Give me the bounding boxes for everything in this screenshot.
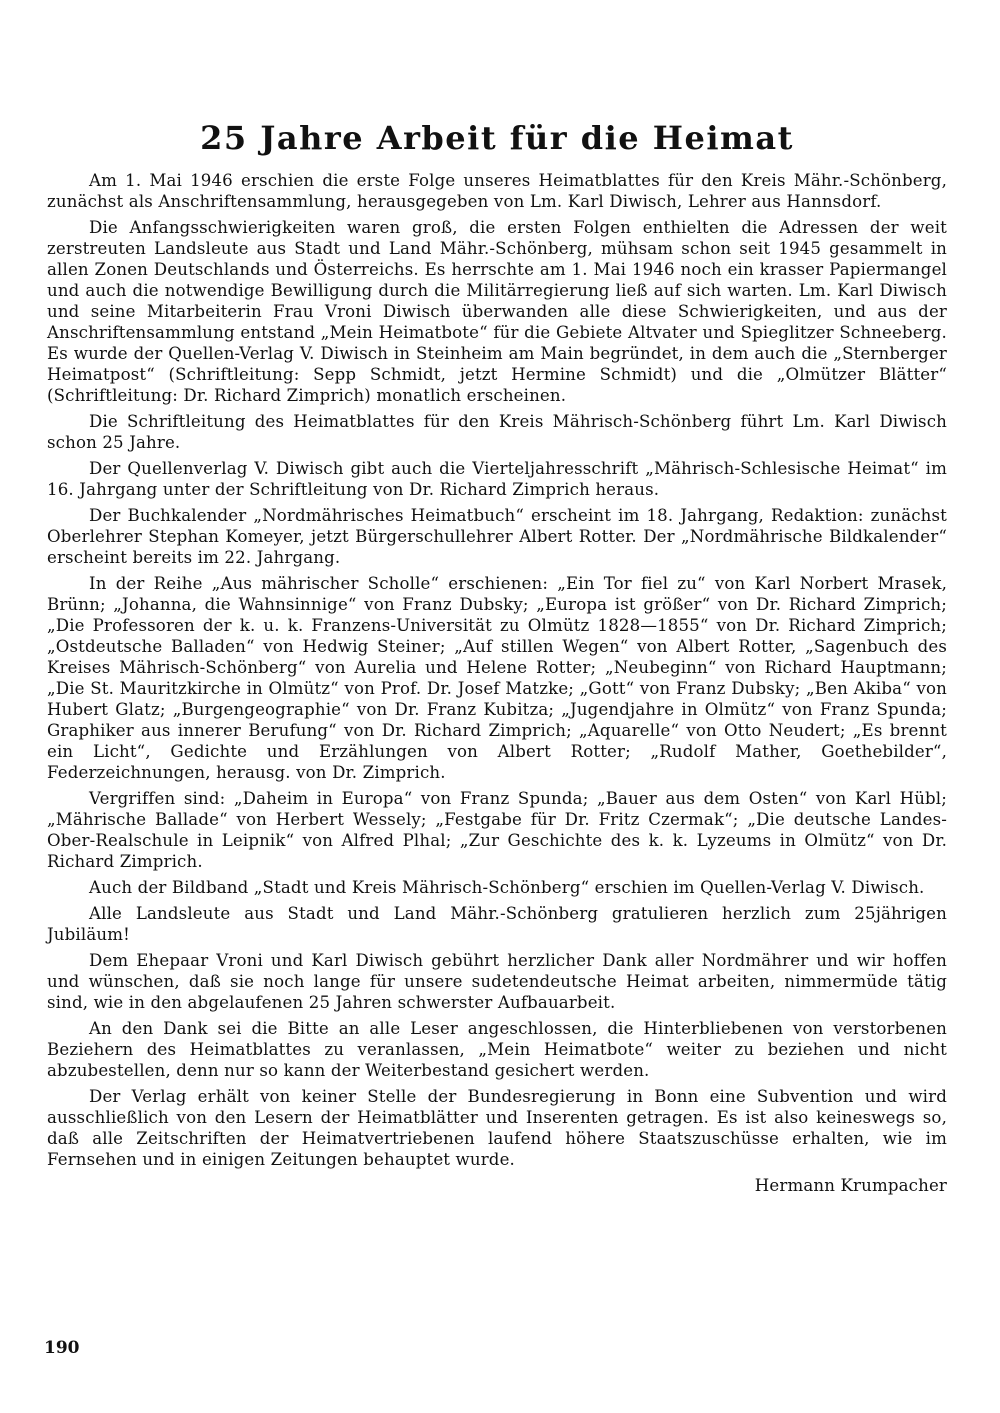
- paragraph-6: In der Reihe „Aus mährischer Scholle“ erschienen: „Ein Tor fiel zu“ von Karl Norbert Mrasek, Brünn; „Johanna, die Wahnsinnige“ von Franz Dubsky; „Europa ist größer“ von Dr. Richard Zimprich; „Die Professoren der k. u. k. Franzens-Universität zu Olmütz 1828—1855“ von Dr. Richard Zimprich; „Ostdeutsche Balladen“ von Hedwig Steiner; „Auf stillen Wegen“ von Albert Rotter, „Sagenbuch des Kreises Mährisch-Schönberg“ von Aurelia und Helene Rotter; „Neubeginn“ von Richard Hauptmann; „Die St. Mauritzkirche in Olmütz“ von Prof. Dr. Josef Matzke; „Gott“ von Franz Dubsky; „Ben Akiba“ von Hubert Glatz; „Burgengeographie“ von Dr. Franz Kubitza; „Jugendjahre in Olmütz“ von Franz Spunda; Graphiker aus innerer Berufung“ von Dr. Richard Zimprich; „Aquarelle“ von Otto Neudert; „Es brennt ein Licht“, Gedichte und Erzählungen von Albert Rotter; „Rudolf Mather, Goethebilder“, Federzeichnungen, herausg. von Dr. Zimprich.: [47, 574, 947, 782]
- paragraph-12: Der Verlag erhält von keiner Stelle der Bundesregierung in Bonn eine Subvention und wird ausschließlich von den Lesern der Heimatblätter und Inserenten getragen. Es ist also keineswegs so, daß alle Zeitschriften der Heimatvertriebenen laufend höhere Staatszuschüsse erhalten, wie im Fernsehen und in einigen Zeitungen behauptet wurde.: [47, 1087, 947, 1169]
- paragraph-4: Der Quellenverlag V. Diwisch gibt auch die Vierteljahresschrift „Mährisch-Schlesische Heimat“ im 16. Jahrgang unter der Schriftleitung von Dr. Richard Zimprich heraus.: [47, 459, 947, 499]
- article: [47, 118, 947, 1196]
- paragraph-1: Am 1. Mai 1946 erschien die erste Folge unseres Heimatblattes für den Kreis Mähr.-Schönberg, zunächst als Anschriftensammlung, herausgegeben von Lm. Karl Diwisch, Lehrer aus Hannsdorf.: [47, 171, 947, 211]
- paragraph-5: Der Buchkalender „Nordmährisches Heimatbuch“ erscheint im 18. Jahrgang, Redaktion: zunächst Oberlehrer Stephan Komeyer, jetzt Bürgerschullehrer Albert Rotter. Der „Nordmährische Bildkalender“ erscheint bereits im 22. Jahrgang.: [47, 506, 947, 567]
- paragraph-10: Dem Ehepaar Vroni und Karl Diwisch gebührt herzlicher Dank aller Nordmährer und wir hoffen und wünschen, daß sie noch lange für unsere sudetendeutsche Heimat arbeiten, nimmermüde tätig sind, wie in den abgelaufenen 25 Jahren schwerster Aufbauarbeit.: [47, 951, 947, 1012]
- paragraph-2: Die Anfangsschwierigkeiten waren groß, die ersten Folgen enthielten die Adressen der weit zerstreuten Landsleute aus Stadt und Land Mähr.-Schönberg, mühsam schon seit 1945 gesammelt in allen Zonen Deutschlands und Österreichs. Es herrschte am 1. Mai 1946 noch ein krasser Papiermangel und auch die notwendige Bewilligung durch die Militärregierung ließ auf sich warten. Lm. Karl Diwisch und seine Mitarbeiterin Frau Vroni Diwisch überwanden alle diese Schwierigkeiten, und aus der Anschriftensammlung entstand „Mein Heimatbote“ für die Gebiete Altvater und Spieglitzer Schneeberg. Es wurde der Quellen-Verlag V. Diwisch in Steinheim am Main begründet, in dem auch die „Sternberger Heimatpost“ (Schriftleitung: Sepp Schmidt, jetzt Hermine Schmidt) und die „Olmützer Blätter“ (Schriftleitung: Dr. Richard Zimprich) monatlich erscheinen.: [47, 218, 947, 405]
- paragraph-8: Auch der Bildband „Stadt und Kreis Mährisch-Schönberg“ erschien im Quellen-Verlag V. Diwisch.: [89, 878, 925, 897]
- paragraph-7: Vergriffen sind: „Daheim in Europa“ von Franz Spunda; „Bauer aus dem Osten“ von Karl Hübl; „Mährische Ballade“ von Herbert Wessely; „Festgabe für Dr. Fritz Czermak“; „Die deutsche Landes-Ober-Realschule in Leipnik“ von Alfred Plhal; „Zur Geschichte des k. k. Lyzeums in Olmütz“ von Dr. Richard Zimprich.: [47, 789, 947, 871]
- article-title: 25 Jahre Arbeit für die Heimat: [200, 119, 794, 157]
- paragraph-11: An den Dank sei die Bitte an alle Leser angeschlossen, die Hinterbliebenen von verstorbenen Beziehern des Heimatblattes zu veranlassen, „Mein Heimatbote“ weiter zu beziehen und nicht abzubestellen, denn nur so kann der Weiterbestand gesichert werden.: [47, 1019, 947, 1080]
- page-number: 190: [44, 1338, 80, 1358]
- paragraph-3: Die Schriftleitung des Heimatblattes für den Kreis Mährisch-Schönberg führt Lm. Karl Diwisch schon 25 Jahre.: [47, 412, 947, 452]
- author-signature: Hermann Krumpacher: [754, 1176, 947, 1195]
- paragraph-9: Alle Landsleute aus Stadt und Land Mähr.-Schönberg gratulieren herzlich zum 25jährigen Jubiläum!: [47, 904, 947, 944]
